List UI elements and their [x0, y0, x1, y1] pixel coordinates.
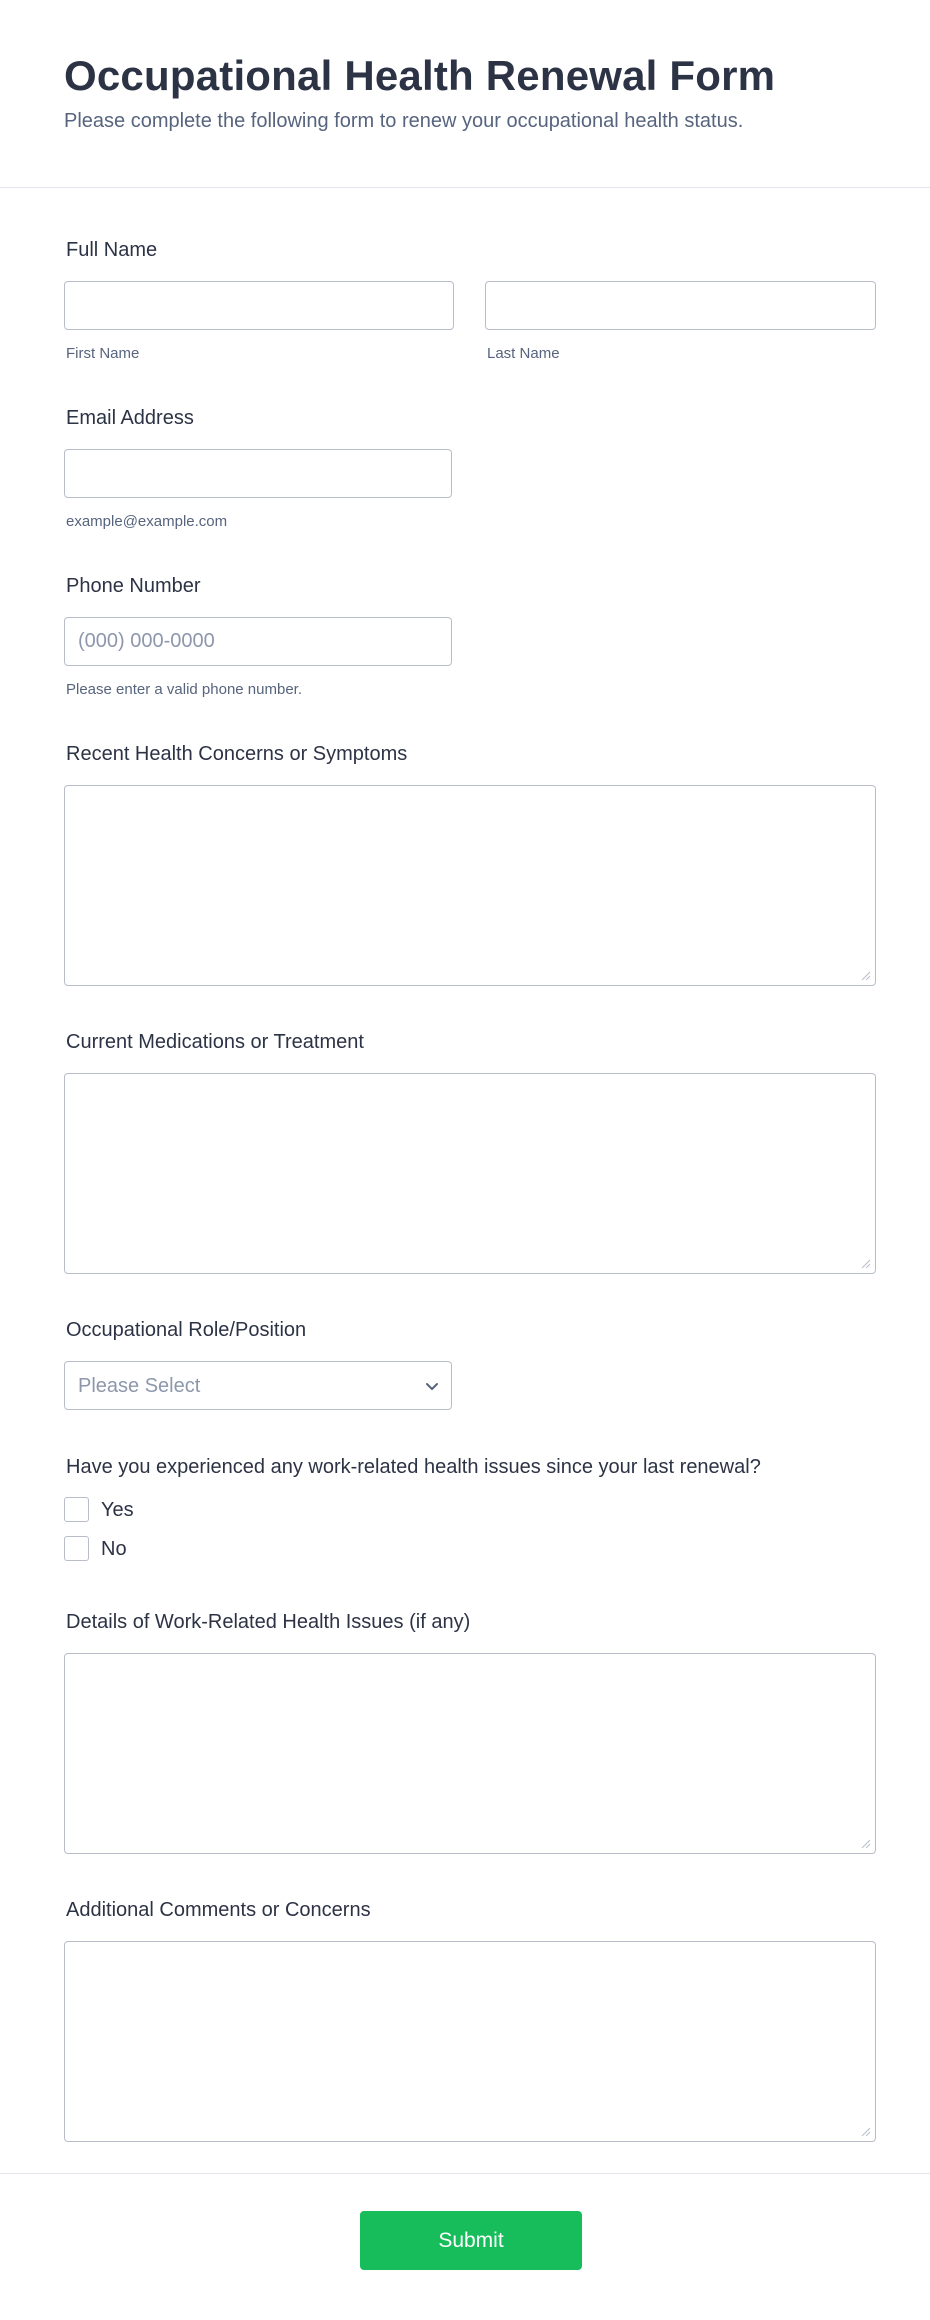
- medications-textarea[interactable]: [64, 1073, 876, 1274]
- no-checkbox[interactable]: [64, 1536, 89, 1561]
- comments-label: Additional Comments or Concerns: [66, 1899, 371, 1921]
- health-concerns-textarea[interactable]: [64, 785, 876, 986]
- work-issues-question: Have you experienced any work-related health issues since your last renewal?: [66, 1456, 761, 1478]
- role-select-value: Please Select: [78, 1375, 201, 1397]
- resize-grip-icon[interactable]: [861, 1259, 870, 1268]
- phone-label: Phone Number: [66, 575, 201, 597]
- email-label: Email Address: [66, 407, 194, 429]
- no-checkbox-label[interactable]: No: [101, 1538, 127, 1560]
- form-header: [0, 0, 930, 188]
- role-select[interactable]: [64, 1361, 452, 1410]
- role-label: Occupational Role/Position: [66, 1319, 307, 1341]
- medications-label: Current Medications or Treatment: [66, 1031, 364, 1053]
- work-issues-option-no[interactable]: [64, 1536, 164, 1562]
- phone-input[interactable]: [64, 617, 452, 666]
- first-name-sublabel: First Name: [66, 345, 140, 362]
- email-input[interactable]: [64, 449, 452, 498]
- email-sublabel: example@example.com: [66, 513, 228, 530]
- yes-checkbox[interactable]: [64, 1497, 89, 1522]
- resize-grip-icon[interactable]: [861, 971, 870, 980]
- comments-textarea[interactable]: [64, 1941, 876, 2142]
- submit-button[interactable]: Submit: [360, 2211, 582, 2270]
- issue-details-label: Details of Work-Related Health Issues (if any): [66, 1611, 471, 1633]
- form-title: Occupational Health Renewal Form: [64, 52, 776, 99]
- first-name-input[interactable]: [64, 281, 454, 330]
- last-name-sublabel: Last Name: [487, 345, 560, 362]
- form-subtitle: Please complete the following form to renew your occupational health status.: [64, 110, 744, 132]
- resize-grip-icon[interactable]: [861, 2127, 870, 2136]
- health-concerns-label: Recent Health Concerns or Symptoms: [66, 743, 408, 765]
- last-name-input[interactable]: [485, 281, 876, 330]
- form-footer: [0, 2173, 930, 2320]
- phone-sublabel: Please enter a valid phone number.: [66, 681, 302, 698]
- yes-checkbox-label[interactable]: Yes: [101, 1499, 134, 1521]
- work-issues-option-yes[interactable]: [64, 1497, 164, 1523]
- resize-grip-icon[interactable]: [861, 1839, 870, 1848]
- full-name-label: Full Name: [66, 239, 158, 261]
- chevron-down-icon: [425, 1379, 439, 1393]
- issue-details-textarea[interactable]: [64, 1653, 876, 1854]
